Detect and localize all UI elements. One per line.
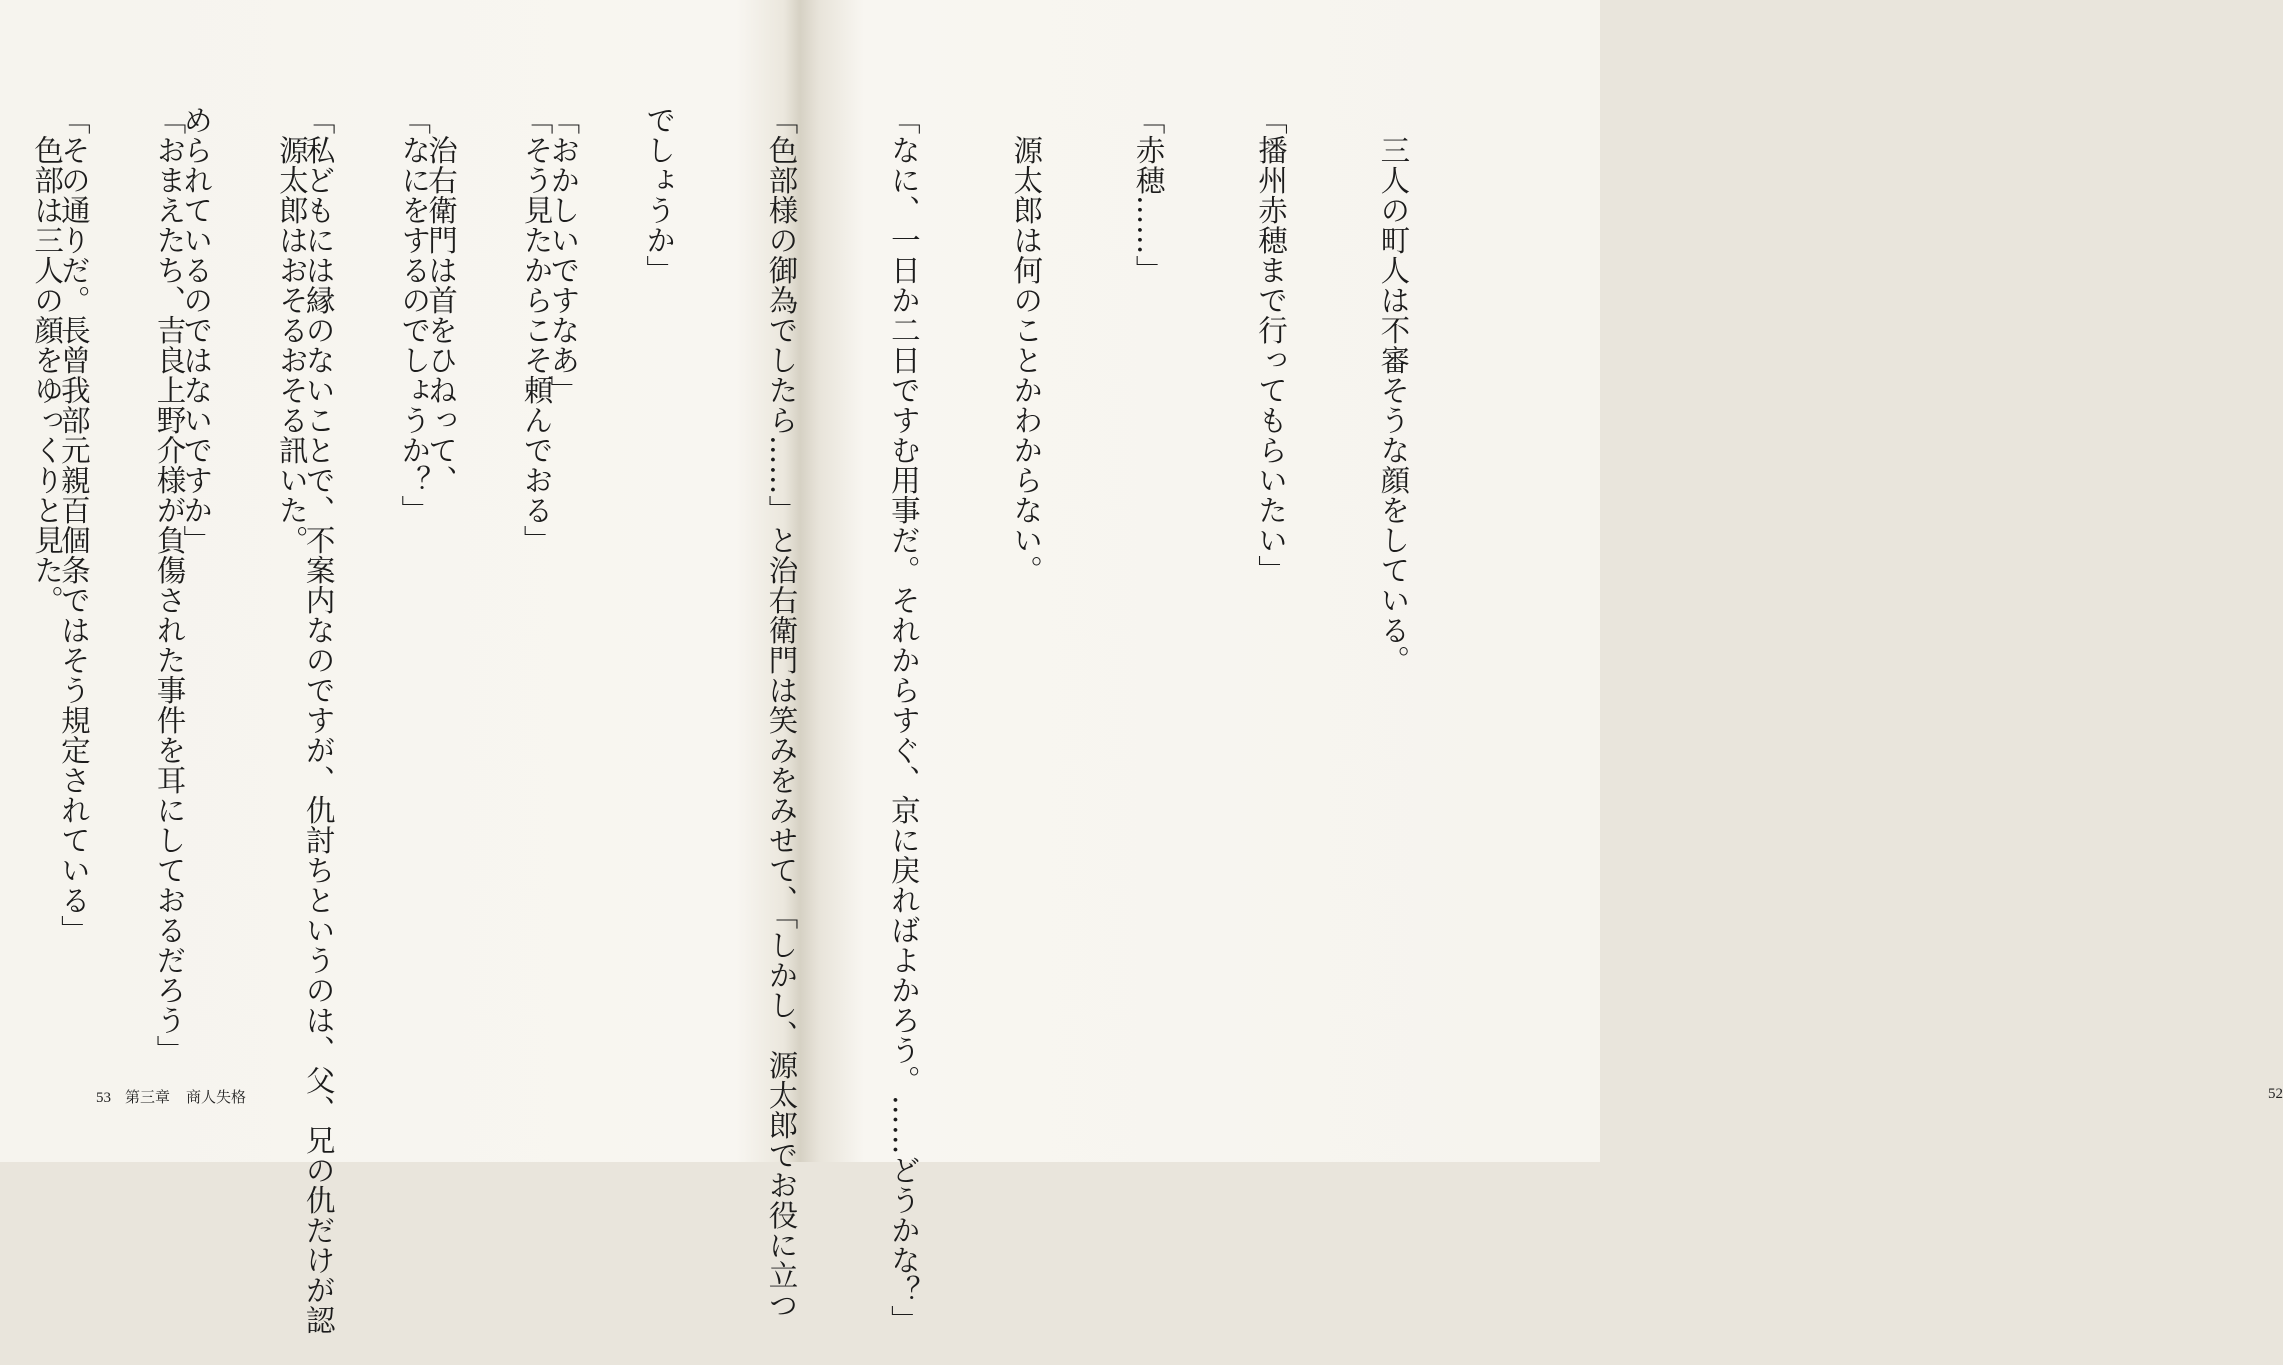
chapter-label: 第三章 <box>125 1090 171 1106</box>
text-line: 「色部様の御為でしたら……」と治右衛門は笑みをみせて、「しかし、源太郎でお役に立つ <box>764 105 799 1321</box>
page-number: 52 <box>2268 1086 2283 1102</box>
left-page-footer <box>96 1086 246 1107</box>
text-line: でしょうか」 <box>642 105 677 285</box>
text-line: 「赤穂……」 <box>1131 105 1166 285</box>
text-line: 「そう見たからこそ頼んでおる」 <box>519 105 554 555</box>
page-number: 53 <box>96 1090 111 1106</box>
text-line: 源太郎は何のことかわからない。 <box>1009 105 1044 585</box>
right-page-footer <box>2268 1086 2283 1103</box>
text-line: 「なに、一日か二日ですむ用事だ。それからすぐ、京に戻ればよかろう。……どうかな？」 <box>886 105 921 1335</box>
text-line: められているのではないですか」 <box>179 105 214 555</box>
chapter-title: 商人失格 <box>186 1090 247 1106</box>
text-line: 「播州赤穂まで行ってもらいたい」 <box>1254 105 1289 585</box>
text-line: 源太郎はおそるおそる訊いた。 <box>274 105 309 555</box>
text-line: 治右衛門は首をひねって、 <box>424 105 459 495</box>
text-line: 「私どもには縁のないことで、不案内なのですが、仇討ちというのは、父、兄の仇だけが認 <box>301 105 336 1335</box>
text-line: 「おまえたち、吉良上野介様が負傷された事件を耳にしておるだろう」 <box>152 105 187 1065</box>
text-line: 三人の町人は不審そうな顔をしている。 <box>1376 105 1411 675</box>
text-line: 色部は三人の顔をゆっくりと見た。 <box>30 105 65 615</box>
text-line: 「なにをするのでしょうか？」 <box>397 105 432 525</box>
text-line: 「その通りだ。長曾我部元親百個条ではそう規定されている」 <box>56 105 91 945</box>
text-line: 「おかしいですなあ」 <box>546 105 581 405</box>
